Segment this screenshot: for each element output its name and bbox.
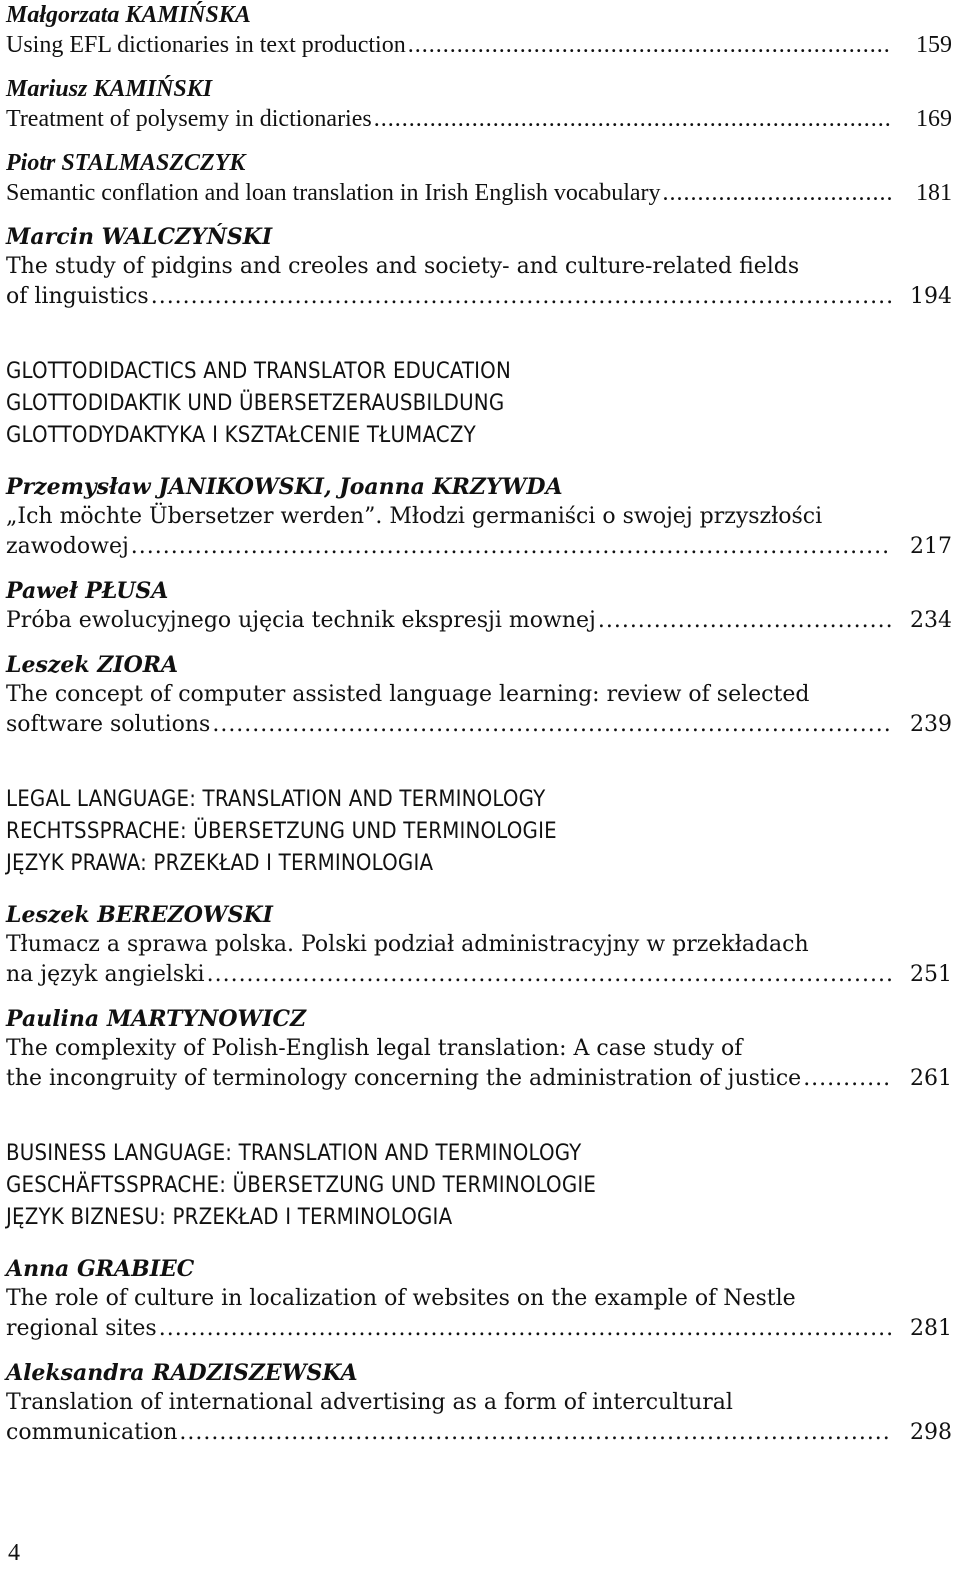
entry-author: Anna GRABIEC bbox=[6, 1256, 195, 1282]
entries-group-c bbox=[6, 900, 952, 1094]
entry-title-line: The study of pidgins and creoles and society- and culture-related fields bbox=[6, 254, 800, 279]
entry-title: Próba ewolucyjnego ujęcia technik ekspresji mownej bbox=[6, 608, 596, 633]
entries-group-b bbox=[6, 472, 952, 740]
dot-leader bbox=[408, 30, 892, 60]
entry-title: regional sites bbox=[6, 1316, 157, 1341]
entry-title-line: „Ich möchte Übersetzer werden”. Młodzi germaniści o swojej przyszłości bbox=[6, 504, 823, 529]
dot-leader bbox=[151, 282, 892, 312]
toc-entry bbox=[6, 74, 952, 134]
entry-title-line: Tłumacz a sprawa polska. Polski podział administracyjny w przekładach bbox=[6, 932, 809, 957]
entry-author: Przemysław JANIKOWSKI, Joanna KRZYWDA bbox=[6, 474, 563, 500]
entry-page-number: 181 bbox=[916, 180, 952, 206]
entry-page-number: 251 bbox=[910, 962, 952, 987]
dot-leader bbox=[131, 532, 892, 562]
entry-title-line: Translation of international advertising as a form of intercultural bbox=[6, 1390, 733, 1415]
toc-entry bbox=[6, 1254, 952, 1344]
section-heading-line: LEGAL LANGUAGE: TRANSLATION AND TERMINOLOGY bbox=[6, 787, 546, 812]
entry-title: zawodowej bbox=[6, 534, 129, 559]
dot-leader bbox=[663, 178, 892, 208]
entry-title-row bbox=[6, 178, 952, 208]
section-heading-line: GLOTTODYDAKTYKA I KSZTAŁCENIE TŁUMACZY bbox=[6, 423, 476, 448]
toc-entry bbox=[6, 576, 952, 636]
toc-entry bbox=[6, 1358, 952, 1448]
dot-leader bbox=[803, 1064, 892, 1094]
entry-title-line: The role of culture in localization of websites on the example of Nestle bbox=[6, 1286, 796, 1311]
section-heading-line: GLOTTODIDACTICS AND TRANSLATOR EDUCATION bbox=[6, 359, 511, 384]
section-heading-line: GESCHÄFTSSPRACHE: ÜBERSETZUNG UND TERMINOLOGIE bbox=[6, 1173, 597, 1198]
dot-leader bbox=[374, 104, 892, 134]
toc-entry bbox=[6, 472, 952, 562]
table-of-contents bbox=[6, 0, 952, 1462]
entry-title-row bbox=[6, 960, 952, 990]
entry-author: Mariusz KAMIŃSKI bbox=[6, 76, 213, 102]
entries-group-a bbox=[6, 0, 952, 312]
dot-leader bbox=[207, 960, 892, 990]
toc-entry bbox=[6, 222, 952, 312]
entry-title-row bbox=[6, 1418, 952, 1448]
entry-author: Leszek BEREZOWSKI bbox=[6, 902, 273, 928]
dot-leader bbox=[159, 1314, 892, 1344]
entry-title: the incongruity of terminology concerning the administration of justice bbox=[6, 1066, 802, 1091]
toc-entry bbox=[6, 0, 952, 60]
entry-page-number: 217 bbox=[910, 534, 952, 559]
dot-leader bbox=[212, 710, 892, 740]
section-heading-line: GLOTTODIDAKTIK UND ÜBERSETZERAUSBILDUNG bbox=[6, 391, 505, 416]
entry-title-line: The concept of computer assisted language learning: review of selected bbox=[6, 682, 810, 707]
entry-title-row bbox=[6, 30, 952, 60]
entry-author: Marcin WALCZYŃSKI bbox=[6, 224, 273, 250]
entry-page-number: 261 bbox=[910, 1066, 952, 1091]
section-heading-line: JĘZYK PRAWA: PRZEKŁAD I TERMINOLOGIA bbox=[6, 851, 434, 876]
section-heading-business-language bbox=[6, 1138, 952, 1234]
entry-title-row bbox=[6, 1064, 952, 1094]
entry-title-line: The complexity of Polish-English legal translation: A case study of bbox=[6, 1036, 743, 1061]
toc-entry bbox=[6, 650, 952, 740]
entry-title-row bbox=[6, 532, 952, 562]
section-heading-glottodidactics bbox=[6, 356, 952, 452]
entry-page-number: 169 bbox=[916, 106, 952, 132]
entry-title: software solutions bbox=[6, 712, 211, 737]
entry-title: Semantic conflation and loan translation in Irish English vocabulary bbox=[6, 180, 661, 206]
section-heading-line: JĘZYK BIZNESU: PRZEKŁAD I TERMINOLOGIA bbox=[6, 1205, 453, 1230]
dot-leader bbox=[598, 606, 892, 636]
entry-page-number: 298 bbox=[910, 1420, 952, 1445]
section-heading-line: BUSINESS LANGUAGE: TRANSLATION AND TERMINOLOGY bbox=[6, 1141, 582, 1166]
section-heading-line: RECHTSSPRACHE: ÜBERSETZUNG UND TERMINOLOGIE bbox=[6, 819, 557, 844]
entry-author: Małgorzata KAMIŃSKA bbox=[6, 2, 251, 28]
entry-author: Paulina MARTYNOWICZ bbox=[6, 1006, 307, 1032]
entry-title: Using EFL dictionaries in text production bbox=[6, 32, 406, 58]
toc-entry bbox=[6, 148, 952, 208]
entry-author: Piotr STALMASZCZYK bbox=[6, 150, 246, 176]
entry-page-number: 234 bbox=[910, 608, 952, 633]
toc-entry bbox=[6, 900, 952, 990]
section-heading-legal-language bbox=[6, 784, 952, 880]
entry-title-row bbox=[6, 282, 952, 312]
entry-title-row bbox=[6, 1314, 952, 1344]
entry-title: of linguistics bbox=[6, 284, 149, 309]
entry-author: Aleksandra RADZISZEWSKA bbox=[6, 1360, 358, 1386]
entry-page-number: 239 bbox=[910, 712, 952, 737]
entry-title-row bbox=[6, 710, 952, 740]
entries-group-d bbox=[6, 1254, 952, 1448]
entry-author: Leszek ZIORA bbox=[6, 652, 179, 678]
toc-entry bbox=[6, 1004, 952, 1094]
dot-leader bbox=[179, 1418, 892, 1448]
entry-title: communication bbox=[6, 1420, 178, 1445]
entry-title: na język angielski bbox=[6, 962, 205, 987]
entry-author: Paweł PŁUSA bbox=[6, 578, 169, 604]
entry-title-row bbox=[6, 606, 952, 636]
entry-page-number: 159 bbox=[916, 32, 952, 58]
entry-title: Treatment of polysemy in dictionaries bbox=[6, 106, 372, 132]
entry-page-number: 281 bbox=[910, 1316, 952, 1341]
page-folio-number: 4 bbox=[8, 1540, 20, 1566]
entry-page-number: 194 bbox=[910, 284, 952, 309]
entry-title-row bbox=[6, 104, 952, 134]
